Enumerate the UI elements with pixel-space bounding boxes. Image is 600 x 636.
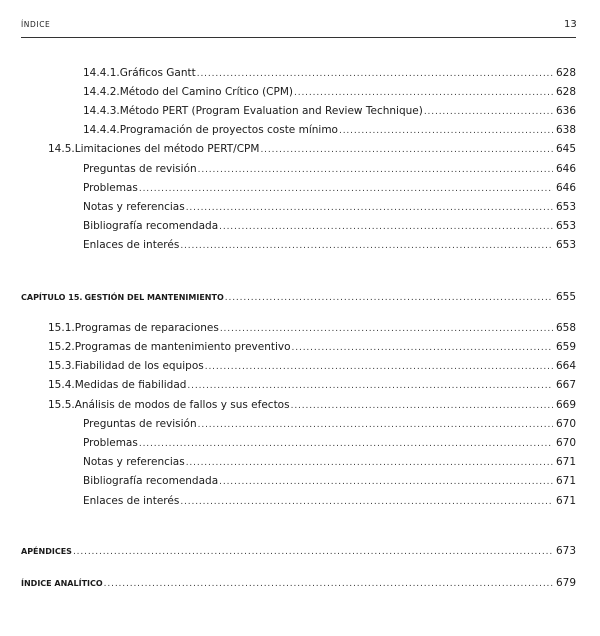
leader-dots	[205, 358, 553, 376]
toc-entry-title: Preguntas de revisión	[83, 163, 197, 175]
toc-entry-title: Problemas	[83, 437, 138, 449]
toc-entry-title: Enlaces de interés	[83, 495, 180, 507]
leader-dots	[186, 199, 553, 217]
toc-entry-page: 671	[555, 456, 576, 468]
toc-entry-title: Gráficos Gantt	[119, 67, 196, 79]
toc-entry-14-5	[48, 140, 576, 158]
leader-dots	[187, 377, 553, 395]
leader-dots	[180, 493, 553, 511]
leader-dots	[225, 289, 553, 307]
leader-dots	[104, 575, 553, 593]
leader-dots	[139, 435, 553, 453]
toc-entry-page: 671	[555, 475, 576, 487]
leader-dots	[73, 543, 553, 561]
chapter-label: CAPÍTULO 15.	[21, 293, 83, 302]
leader-dots	[260, 141, 553, 159]
running-header-page-number: 13	[564, 19, 577, 30]
toc-entry-page: 653	[555, 201, 576, 213]
toc-entry-number: 14.4.4.	[83, 124, 120, 136]
toc-entry-number: 14.4.3.	[83, 105, 120, 117]
toc-entry-page: 659	[555, 341, 576, 353]
chapter-title: GESTIÓN DEL MANTENIMIENTO	[84, 293, 224, 302]
toc-entry-title: Notas y referencias	[83, 456, 185, 468]
toc-entry-ch15-notes	[83, 453, 576, 471]
toc-entry-number: 15.3.	[48, 360, 75, 372]
toc-entry-15-1	[48, 319, 576, 337]
leader-dots	[291, 397, 553, 415]
toc-entry-page: 667	[555, 379, 576, 391]
leader-dots	[219, 218, 553, 236]
toc-entry-page: 653	[555, 220, 576, 232]
toc-entry-number: 14.5.	[48, 143, 75, 155]
toc-entry-page: 655	[555, 291, 576, 303]
toc-entry-14-4-2	[83, 83, 576, 101]
toc-entry-title: Notas y referencias	[83, 201, 185, 213]
toc-entry-page: 664	[555, 360, 576, 372]
toc-entry-number: 15.4.	[48, 379, 75, 391]
toc-entry-page: 670	[555, 418, 576, 430]
toc-entry-title: Método del Camino Crítico (CPM)	[119, 86, 293, 98]
toc-entry-title: Bibliografía recomendada	[83, 220, 219, 232]
toc-entry-page: 679	[555, 577, 576, 589]
toc-entry-page: 628	[555, 86, 576, 98]
toc-entry-15-5	[48, 396, 576, 414]
leader-dots	[339, 122, 553, 140]
leader-dots	[294, 84, 553, 102]
leader-dots	[219, 473, 553, 491]
toc-entry-page: 671	[555, 495, 576, 507]
running-header-title: ÍNDICE	[21, 20, 51, 29]
leader-dots	[197, 65, 553, 83]
toc-entry-page: 636	[555, 105, 576, 117]
toc-entry-15-2	[48, 338, 576, 356]
toc-entry-page: 670	[555, 437, 576, 449]
leader-dots	[424, 103, 553, 121]
toc-entry-title: Enlaces de interés	[83, 239, 180, 251]
toc-entry-title: Fiabilidad de los equipos	[74, 360, 204, 372]
leader-dots	[198, 416, 553, 434]
toc-entry-title: Análisis de modos de fallos y sus efectos	[74, 399, 290, 411]
toc-entry-page: 645	[555, 143, 576, 155]
appendices-title: APÉNDICES	[21, 547, 72, 556]
toc-entry-ch15-review-questions	[83, 415, 576, 433]
analytic-index-title: ÍNDICE ANALÍTICO	[21, 579, 103, 588]
leader-dots	[292, 339, 553, 357]
toc-entry-title: Programación de proyectos coste mínimo	[119, 124, 338, 136]
toc-entry-page: 638	[555, 124, 576, 136]
toc-entry-title: Programas de reparaciones	[74, 322, 219, 334]
toc-entry-number: 15.1.	[48, 322, 75, 334]
toc-entry-ch14-notes	[83, 198, 576, 216]
toc-entry-page: 669	[555, 399, 576, 411]
leader-dots	[180, 237, 553, 255]
toc-entry-title: Limitaciones del método PERT/CPM	[74, 143, 260, 155]
leader-dots	[186, 454, 553, 472]
toc-entry-page: 673	[555, 545, 576, 557]
toc-chapter-15	[21, 288, 576, 306]
toc-entry-14-4-4	[83, 121, 576, 139]
toc-entry-ch14-links	[83, 236, 576, 254]
toc-entry-ch15-bibliography	[83, 472, 576, 490]
toc-entry-ch14-bibliography	[83, 217, 576, 235]
toc-entry-page: 658	[555, 322, 576, 334]
leader-dots	[139, 180, 553, 198]
toc-entry-ch14-problems	[83, 179, 576, 197]
toc-entry-title: Programas de mantenimiento preventivo	[74, 341, 291, 353]
toc-entry-page: 646	[555, 163, 576, 175]
toc-entry-number: 15.2.	[48, 341, 75, 353]
toc-entry-15-3	[48, 357, 576, 375]
header-divider	[21, 37, 576, 38]
toc-entry-ch14-review-questions	[83, 160, 576, 178]
toc-entry-14-4-1	[83, 64, 576, 82]
toc-entry-15-4	[48, 376, 576, 394]
toc-appendices	[21, 542, 576, 560]
toc-entry-title: Bibliografía recomendada	[83, 475, 219, 487]
leader-dots	[220, 320, 553, 338]
leader-dots	[198, 161, 553, 179]
toc-analytic-index	[21, 574, 576, 592]
toc-entry-page: 646	[555, 182, 576, 194]
toc-entry-ch15-problems	[83, 434, 576, 452]
toc-entry-number: 15.5.	[48, 399, 75, 411]
toc-entry-ch15-links	[83, 492, 576, 510]
toc-entry-page: 628	[555, 67, 576, 79]
toc-entry-title: Medidas de fiabilidad	[74, 379, 187, 391]
toc-entry-number: 14.4.1.	[83, 67, 120, 79]
toc-entry-number: 14.4.2.	[83, 86, 120, 98]
toc-entry-title: Preguntas de revisión	[83, 418, 197, 430]
toc-entry-14-4-3	[83, 102, 576, 120]
toc-entry-page: 653	[555, 239, 576, 251]
toc-entry-title: Problemas	[83, 182, 138, 194]
toc-entry-title: Método PERT (Program Evaluation and Review Technique)	[119, 105, 423, 117]
